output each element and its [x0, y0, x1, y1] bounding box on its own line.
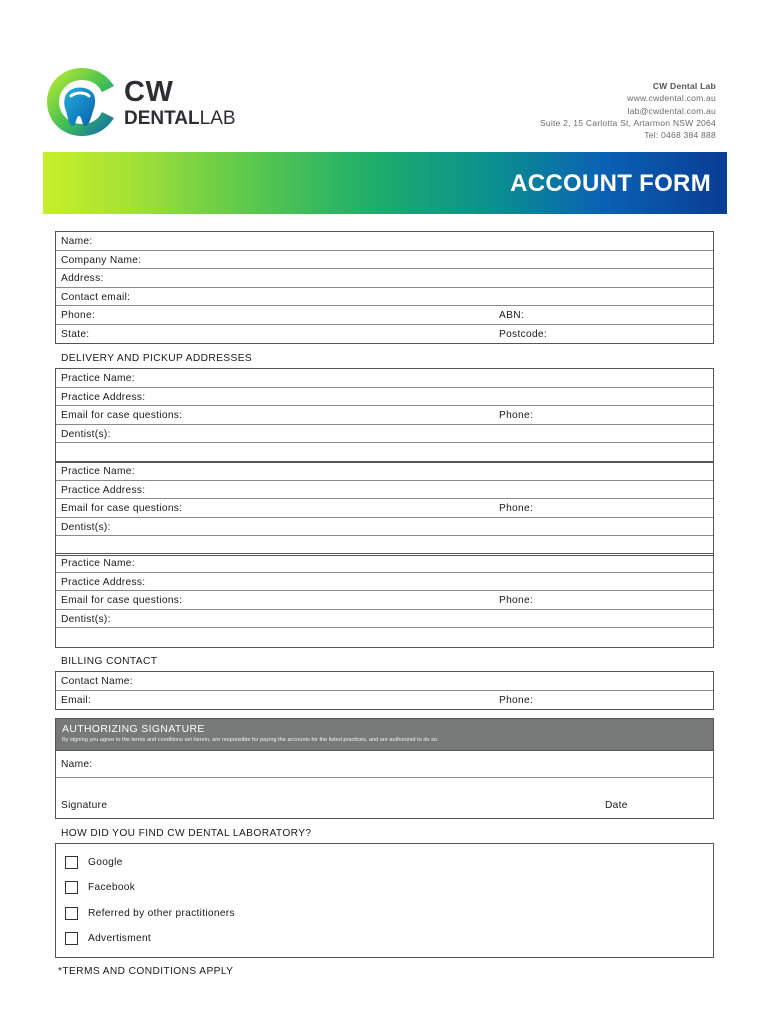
- practice-block-1: [55, 368, 714, 463]
- billing-heading: BILLING CONTACT: [61, 656, 158, 667]
- email-phone-row[interactable]: [56, 591, 713, 610]
- field-label: Dentist(s):: [61, 521, 111, 533]
- field-label: Practice Address:: [61, 484, 146, 496]
- company-website: www.cwdental.com.au: [627, 93, 716, 104]
- company-logo: [44, 66, 244, 138]
- dentists-field[interactable]: [56, 610, 713, 629]
- option-label: Advertisment: [88, 933, 152, 944]
- field-label: Contact email:: [61, 291, 131, 303]
- option-label: Referred by other practitioners: [88, 908, 235, 919]
- option-label: Facebook: [88, 882, 136, 893]
- authorizing-header: [56, 719, 713, 751]
- delivery-heading: DELIVERY AND PICKUP ADDRESSES: [61, 353, 253, 364]
- field-label: State:: [61, 328, 90, 340]
- logo-wordmark-dentallab: DENTALLAB: [124, 108, 236, 129]
- authorizing-statement: By signing you agree to the terms and conditions set herein, are responsible for paying the accounts for the listed practices, and are authorized to do so.: [62, 737, 439, 743]
- checkbox[interactable]: [65, 856, 78, 869]
- field-label: ABN:: [499, 310, 524, 321]
- dentists-field[interactable]: [56, 425, 713, 444]
- page-title: ACCOUNT FORM: [510, 170, 711, 197]
- signature-date-row[interactable]: [56, 778, 713, 818]
- practice-name-field[interactable]: [56, 369, 713, 388]
- date-label: Date: [605, 800, 628, 811]
- practice-name-field[interactable]: [56, 462, 713, 481]
- practice-block-2: [55, 461, 714, 556]
- company-name-field[interactable]: [56, 251, 713, 270]
- field-label: Phone:: [61, 310, 96, 321]
- phone-abn-row[interactable]: [56, 306, 713, 325]
- field-label: Email:: [61, 694, 92, 706]
- address-field[interactable]: [56, 269, 713, 288]
- practice-address-field[interactable]: [56, 388, 713, 407]
- account-details-table: [55, 231, 714, 344]
- field-label: Name:: [61, 236, 93, 247]
- field-label: Contact Name:: [61, 676, 133, 687]
- field-label: Phone:: [499, 410, 534, 421]
- email-phone-row[interactable]: [56, 406, 713, 425]
- practice-block-3: [55, 553, 714, 648]
- name-field[interactable]: [56, 232, 713, 251]
- dentists-extra-line[interactable]: [56, 536, 713, 555]
- field-label: Practice Address:: [61, 576, 146, 588]
- field-label: Email for case questions:: [61, 503, 183, 514]
- find-options-box: [55, 843, 714, 958]
- tooth-logo-icon: [44, 66, 120, 138]
- dentists-field[interactable]: [56, 518, 713, 537]
- contact-name-field[interactable]: [56, 672, 713, 691]
- practice-address-field[interactable]: [56, 481, 713, 500]
- field-label: Phone:: [499, 503, 534, 514]
- signer-name-field[interactable]: [56, 751, 713, 778]
- state-postcode-row[interactable]: [56, 325, 713, 344]
- field-label: Dentist(s):: [61, 428, 111, 440]
- field-label: Name:: [61, 759, 93, 770]
- company-phone: Tel: 0468 384 888: [644, 130, 716, 141]
- company-name: CW Dental Lab: [652, 81, 716, 91]
- field-label: Practice Name:: [61, 373, 135, 384]
- logo-wordmark-cw: CW: [124, 76, 174, 108]
- field-label: Practice Name:: [61, 466, 135, 477]
- field-label: Phone:: [499, 694, 534, 706]
- field-label: Practice Address:: [61, 391, 146, 403]
- field-label: Address:: [61, 273, 104, 284]
- terms-note: *TERMS AND CONDITIONS APPLY: [58, 966, 234, 977]
- field-label: Email for case questions:: [61, 595, 183, 606]
- field-label: Company Name:: [61, 254, 142, 266]
- checkbox[interactable]: [65, 932, 78, 945]
- contact-email-field[interactable]: [56, 288, 713, 307]
- field-label: Postcode:: [499, 328, 548, 340]
- option-label: Google: [88, 857, 123, 868]
- field-label: Dentist(s):: [61, 613, 111, 625]
- billing-table: [55, 671, 714, 710]
- dentists-extra-line[interactable]: [56, 443, 713, 462]
- field-label: Email for case questions:: [61, 410, 183, 421]
- authorizing-heading: AUTHORIZING SIGNATURE: [62, 724, 205, 735]
- checkbox[interactable]: [65, 881, 78, 894]
- field-label: Phone:: [499, 595, 534, 606]
- checkbox[interactable]: [65, 907, 78, 920]
- field-label: Practice Name:: [61, 558, 135, 569]
- company-email: lab@cwdental.com.au: [627, 105, 716, 116]
- signature-label: Signature: [61, 800, 108, 811]
- dentists-extra-line[interactable]: [56, 628, 713, 647]
- email-phone-row[interactable]: [56, 499, 713, 518]
- practice-address-field[interactable]: [56, 573, 713, 592]
- authorizing-signature-block: [55, 718, 714, 819]
- title-banner: [43, 152, 727, 214]
- email-phone-row[interactable]: [56, 691, 713, 710]
- contact-info: [540, 80, 716, 141]
- practice-name-field[interactable]: [56, 554, 713, 573]
- company-address: Suite 2, 15 Carlotta St, Artarmon NSW 2064: [539, 117, 716, 128]
- find-heading: HOW DID YOU FIND CW DENTAL LABORATORY?: [61, 828, 312, 839]
